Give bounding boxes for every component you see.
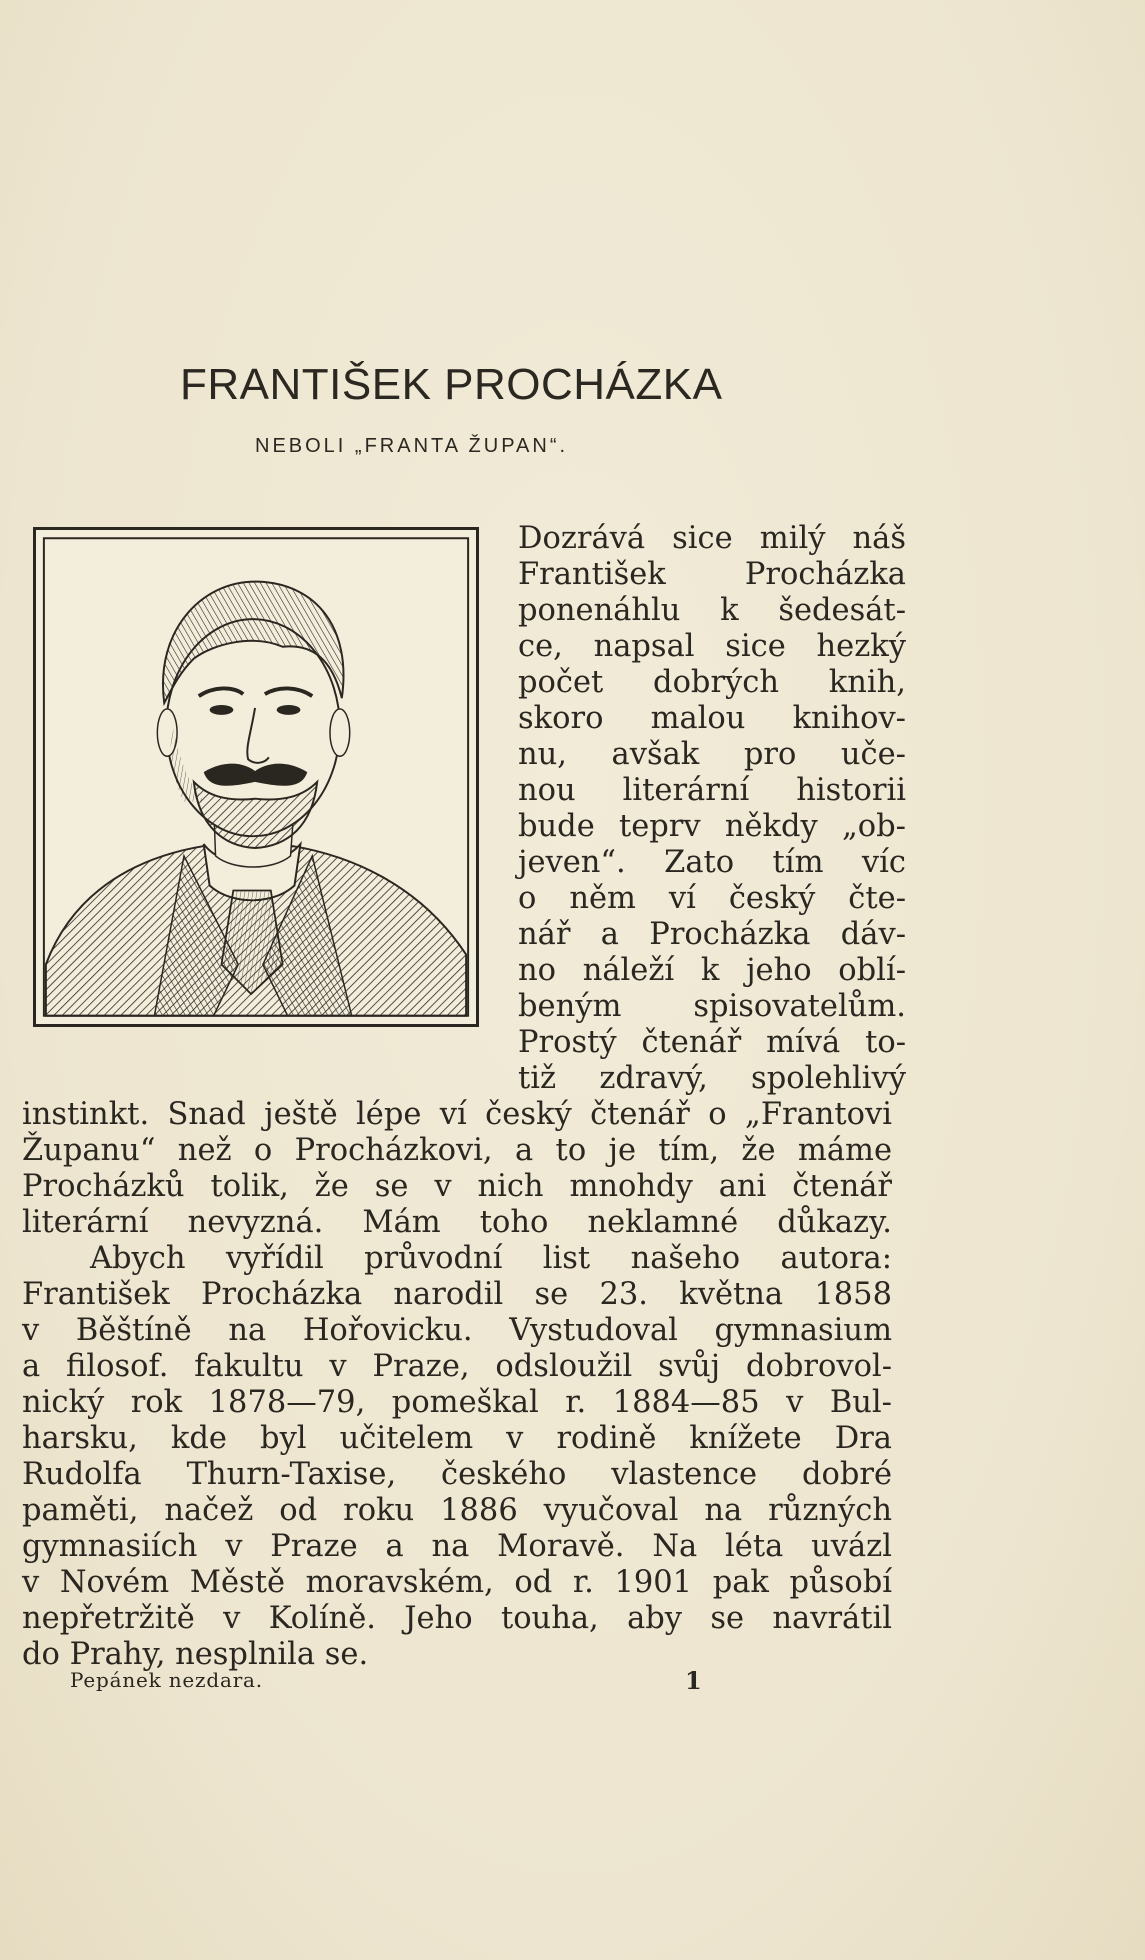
body-line: paměti, načež od roku 1886 vyučoval na různých <box>22 1493 892 1528</box>
column-line: beným spisovatelům. <box>518 989 906 1024</box>
column-line: ponenáhlu k šedesát- <box>518 593 906 628</box>
portrait-engraving <box>33 527 479 1027</box>
body-line: instinkt. Snad ještě lépe ví český čtenář o „Frantovi <box>22 1097 892 1132</box>
column-line: nář a Procházka dáv- <box>518 917 906 952</box>
body-line: Rudolfa Thurn-Taxise, českého vlastence dobré <box>22 1457 892 1492</box>
body-line: do Prahy, nesplnila se. <box>22 1637 369 1672</box>
column-line: nou literární historii <box>518 773 906 808</box>
body-line: Abych vyřídil průvodní list našeho autora: <box>90 1241 892 1276</box>
column-line: počet dobrých knih, <box>518 665 906 700</box>
chapter-title: FRANTIŠEK PROCHÁZKA <box>180 360 723 409</box>
column-line: nu, avšak pro uče- <box>518 737 906 772</box>
portrait-illustration <box>36 530 476 1024</box>
column-line: Dozrává sice milý náš <box>518 521 906 556</box>
body-line: literární nevyzná. Mám toho neklamné důkazy. <box>22 1205 892 1240</box>
column-line: bude teprv někdy „ob- <box>518 809 906 844</box>
body-line: František Procházka narodil se 23. května 1858 <box>22 1277 892 1312</box>
column-line: jeven“. Zato tím víc <box>518 845 906 880</box>
column-line: Prostý čtenář mívá to- <box>518 1025 906 1060</box>
body-line: a filosof. fakultu v Praze, odsloužil svůj dobrovol- <box>22 1349 892 1384</box>
body-line: gymnasiích v Praze a na Moravě. Na léta uvázl <box>22 1529 892 1564</box>
column-line: o něm ví český čte- <box>518 881 906 916</box>
chapter-subtitle: NEBOLI „FRANTA ŽUPAN“. <box>255 435 569 457</box>
body-line: nický rok 1878—79, pomeškal r. 1884—85 v Bul- <box>22 1385 892 1420</box>
column-line: tiž zdravý, spolehlivý <box>518 1061 906 1096</box>
column-line: ce, napsal sice hezký <box>518 629 906 664</box>
body-line: v Běštíně na Hořovicku. Vystudoval gymnasium <box>22 1313 892 1348</box>
page-number: 1 <box>685 1666 702 1695</box>
body-line: Procházků tolik, že se v nich mnohdy ani čtenář <box>22 1169 892 1204</box>
body-line: nepřetržitě v Kolíně. Jeho touha, aby se navrátil <box>22 1601 892 1636</box>
body-line: harsku, kde byl učitelem v rodině knížete Dra <box>22 1421 892 1456</box>
footer-book-title: Pepánek nezdara. <box>70 1668 263 1692</box>
body-line: v Novém Městě moravském, od r. 1901 pak působí <box>22 1565 892 1600</box>
body-line: Županu“ než o Procházkovi, a to je tím, že máme <box>22 1133 892 1168</box>
column-line: skoro malou knihov- <box>518 701 906 736</box>
column-line: František Procházka <box>518 557 906 592</box>
column-line: no náleží k jeho oblí- <box>518 953 906 988</box>
